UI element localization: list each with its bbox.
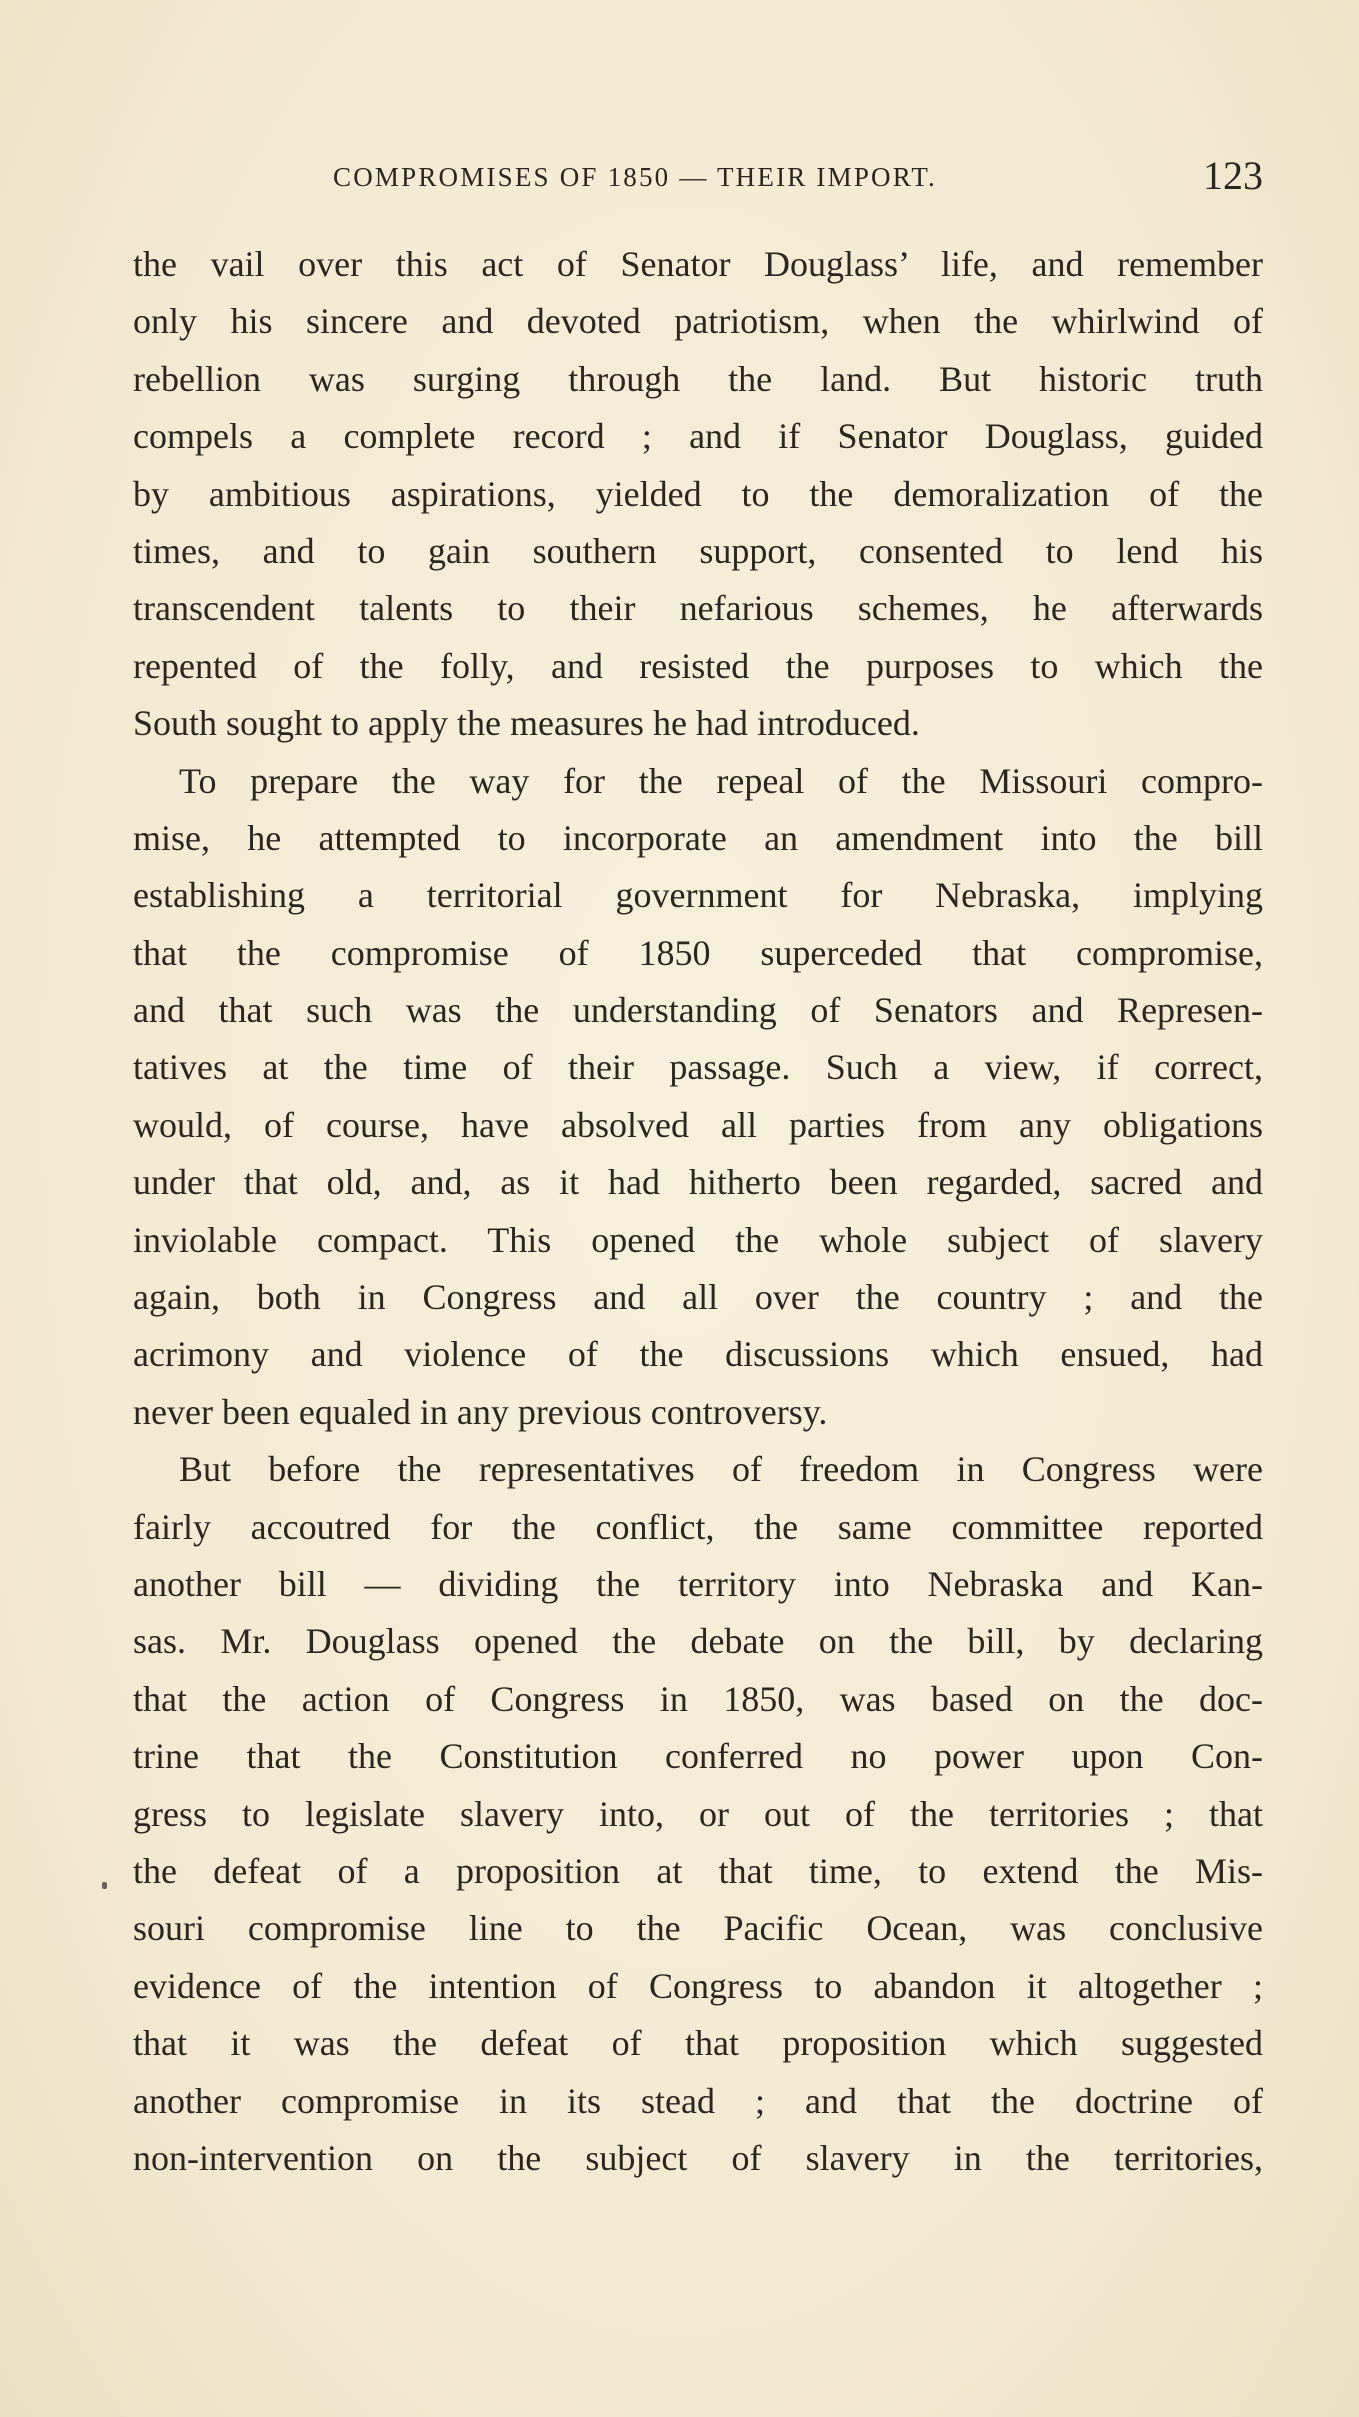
page-header: [133, 150, 1263, 210]
running-head: COMPROMISES OF 1850 — THEIR IMPORT.: [333, 162, 937, 192]
text-line: rebellion was surging through the land. But historic truth: [133, 358, 1263, 399]
text-line: tatives at the time of their passage. Such a view, if correct,: [133, 1047, 1263, 1088]
paragraph-3: [133, 1441, 1263, 2187]
text-line: trine that the Constitution conferred no power upon Con-: [133, 1736, 1263, 1777]
text-line: again, both in Congress and all over the country ; and the: [133, 1277, 1263, 1318]
text-line: compels a complete record ; and if Senator Douglass, guided: [133, 416, 1263, 457]
page-number: 123: [1203, 153, 1263, 198]
text-line: souri compromise line to the Pacific Ocean, was conclusive: [133, 1908, 1263, 1949]
paragraph-2: [133, 753, 1263, 1442]
text-line: repented of the folly, and resisted the purposes to which the: [133, 645, 1263, 686]
text-line: evidence of the intention of Congress to abandon it altogether ;: [133, 1965, 1263, 2006]
text-line: only his sincere and devoted patriotism, when the whirlwind of: [133, 301, 1263, 342]
text-line: that it was the defeat of that proposition which suggested: [133, 2023, 1263, 2064]
text-line: the vail over this act of Senator Douglass’ life, and remember: [133, 244, 1263, 284]
text-line: South sought to apply the measures he had introduced.: [133, 703, 920, 744]
text-line: non-intervention on the subject of slavery in the territories,: [133, 2137, 1263, 2178]
margin-speck: [102, 1882, 107, 1889]
text-line: under that old, and, as it had hitherto been regarded, sacred and: [133, 1162, 1263, 1203]
text-line: To prepare the way for the repeal of the Missouri compro-: [179, 760, 1263, 801]
text-line: But before the representatives of freedom in Congress were: [179, 1449, 1263, 1490]
text-line: acrimony and violence of the discussions which ensued, had: [133, 1334, 1263, 1375]
text-line: establishing a territorial government for Nebraska, implying: [133, 875, 1263, 916]
text-line: another bill — dividing the territory into Nebraska and Kan-: [133, 1563, 1263, 1604]
text-line: sas. Mr. Douglass opened the debate on the bill, by declaring: [133, 1621, 1263, 1662]
text-line: inviolable compact. This opened the whole subject of slavery: [133, 1219, 1263, 1260]
text-line: gress to legislate slavery into, or out of the territories ; that: [133, 1793, 1263, 1834]
text-line: that the action of Congress in 1850, was based on the doc-: [133, 1678, 1263, 1719]
text-line: would, of course, have absolved all parties from any obligations: [133, 1104, 1263, 1145]
text-body: [133, 236, 1263, 2187]
text-line: fairly accoutred for the conflict, the same committee reported: [133, 1506, 1263, 1547]
text-line: transcendent talents to their nefarious schemes, he afterwards: [133, 588, 1263, 629]
text-line: another compromise in its stead ; and that the doctrine of: [133, 2080, 1263, 2121]
text-line: by ambitious aspirations, yielded to the demoralization of the: [133, 473, 1263, 514]
text-line: that the compromise of 1850 superceded that compromise,: [133, 932, 1263, 973]
text-line: the defeat of a proposition at that time, to extend the Mis-: [133, 1850, 1263, 1891]
paragraph-1: [133, 236, 1263, 753]
text-line: and that such was the understanding of Senators and Represen-: [133, 990, 1263, 1031]
text-line: times, and to gain southern support, consented to lend his: [133, 530, 1263, 571]
text-line: never been equaled in any previous controversy.: [133, 1391, 828, 1432]
text-line: mise, he attempted to incorporate an amendment into the bill: [133, 817, 1263, 858]
